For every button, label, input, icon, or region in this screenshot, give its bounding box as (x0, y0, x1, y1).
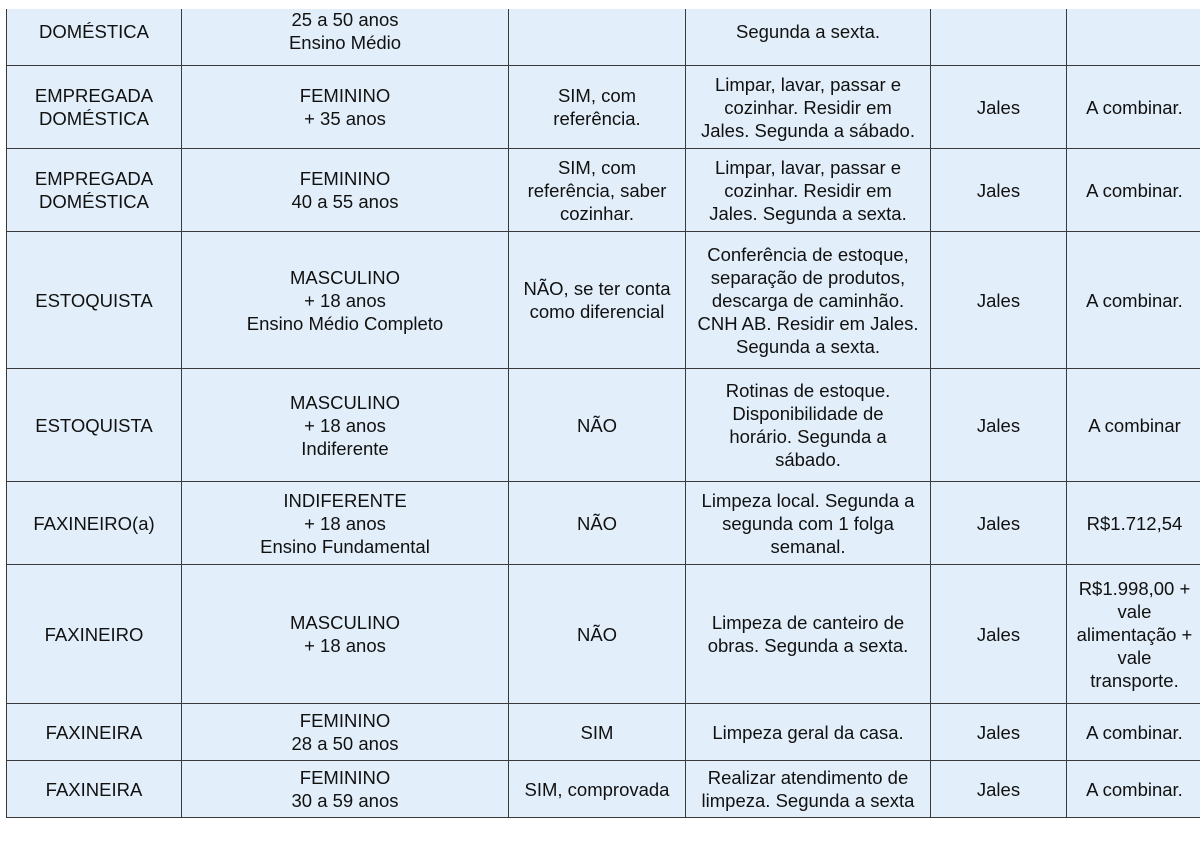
experience-cell (509, 369, 686, 482)
description-line: Jales. Segunda a sexta. (709, 202, 907, 224)
city-cell (931, 482, 1067, 565)
experience-line: NÃO (576, 512, 618, 534)
experience-cell (509, 565, 686, 704)
city-line: Jales (976, 778, 1021, 800)
description-line: Limpeza local. Segunda a (701, 489, 915, 511)
experience-cell (509, 482, 686, 565)
city-line: Jales (976, 289, 1021, 311)
description-line: Disponibilidade de (732, 403, 884, 424)
job-title-line: FAXINEIRO(a) (33, 512, 155, 534)
requirements-cell (182, 482, 509, 565)
description-cell (686, 761, 931, 818)
description-line: Limpar, lavar, passar e (714, 156, 902, 178)
job-title-cell (7, 369, 182, 482)
job-title-cell (7, 232, 182, 369)
requirements-line: Ensino Fundamental (260, 535, 430, 557)
job-title-cell (7, 9, 182, 66)
job-title-line: EMPREGADA (34, 168, 154, 189)
description-line: descarga de caminhão. (711, 289, 905, 311)
description-line: Segunda a sexta. (736, 20, 880, 42)
job-title-cell (7, 482, 182, 565)
salary-cell (1067, 704, 1200, 761)
description-cell (686, 704, 931, 761)
requirements-line: + 18 anos (304, 635, 386, 656)
job-title-cell (7, 761, 182, 818)
requirements-line: FEMININO (299, 85, 391, 106)
description-line: cozinhar. Residir em (724, 179, 892, 201)
job-title-line: ESTOQUISTA (35, 289, 153, 311)
job-title-line: FAXINEIRO (44, 623, 144, 645)
requirements-line: + 18 anos (304, 289, 386, 311)
table-row (7, 66, 1200, 149)
salary-line: R$1.998,00 + (1078, 577, 1191, 599)
city-cell (931, 232, 1067, 369)
table-row (7, 149, 1200, 232)
requirements-line: Indiferente (301, 437, 389, 459)
job-listings-sheet (6, 9, 1200, 818)
description-cell (686, 9, 931, 66)
job-title-line: DOMÉSTICA (39, 20, 149, 42)
description-line: cozinhar. Residir em (724, 96, 892, 118)
description-line: obras. Segunda a sexta. (707, 635, 909, 656)
requirements-cell (182, 66, 509, 149)
description-line: horário. Segunda a (729, 426, 887, 447)
salary-cell (1067, 149, 1200, 232)
city-line: Jales (976, 96, 1021, 118)
table-row (7, 761, 1200, 818)
description-line: Conferência de estoque, (707, 243, 909, 265)
job-title-line: EMPREGADA (34, 85, 154, 106)
requirements-cell (182, 149, 509, 232)
requirements-line: FEMININO (299, 767, 391, 788)
job-title-line: FAXINEIRA (45, 721, 143, 743)
experience-cell (509, 66, 686, 149)
experience-line: NÃO (576, 414, 618, 436)
city-line: Jales (976, 414, 1021, 436)
experience-line: referência, saber (527, 179, 667, 201)
experience-cell (509, 704, 686, 761)
requirements-line: 28 a 50 anos (291, 733, 399, 754)
experience-line: como diferencial (529, 301, 665, 322)
requirements-line: + 18 anos (304, 414, 386, 436)
city-cell (931, 565, 1067, 704)
salary-line: A combinar. (1086, 179, 1183, 201)
description-cell (686, 232, 931, 369)
table-row (7, 565, 1200, 704)
salary-cell (1067, 761, 1200, 818)
description-line: limpeza. Segunda a sexta (701, 790, 915, 811)
experience-line: SIM (580, 721, 614, 743)
requirements-line: 25 a 50 anos (291, 9, 399, 30)
experience-line: NÃO (576, 623, 618, 645)
requirements-line: + 18 anos (304, 512, 386, 534)
salary-cell (1067, 369, 1200, 482)
description-cell (686, 482, 931, 565)
city-line: Jales (976, 721, 1021, 743)
job-title-cell (7, 704, 182, 761)
requirements-line: + 35 anos (304, 108, 386, 129)
table-row (7, 704, 1200, 761)
description-cell (686, 369, 931, 482)
experience-cell (509, 149, 686, 232)
requirements-cell (182, 704, 509, 761)
requirements-line: FEMININO (299, 710, 391, 731)
city-line: Jales (976, 623, 1021, 645)
job-title-cell (7, 66, 182, 149)
salary-line: A combinar. (1086, 721, 1183, 743)
city-line: Jales (976, 179, 1021, 201)
requirements-line: MASCULINO (290, 391, 400, 413)
description-line: Limpeza geral da casa. (712, 721, 904, 743)
experience-line: SIM, comprovada (524, 778, 670, 800)
requirements-line: MASCULINO (290, 612, 400, 633)
description-line: Realizar atendimento de (707, 767, 909, 788)
salary-cell (1067, 482, 1200, 565)
description-line: separação de produtos, (710, 266, 906, 288)
description-line: Jales. Segunda a sábado. (701, 119, 915, 141)
description-line: Rotinas de estoque. (725, 380, 891, 401)
salary-line: R$1.712,54 (1086, 512, 1183, 534)
salary-line: A combinar (1088, 414, 1181, 436)
job-title-cell (7, 565, 182, 704)
experience-line: SIM, com (557, 156, 637, 178)
requirements-cell (182, 761, 509, 818)
city-cell (931, 149, 1067, 232)
job-title-line: ESTOQUISTA (35, 414, 153, 436)
requirements-line: FEMININO (299, 168, 391, 189)
salary-line: transporte. (1090, 669, 1179, 691)
salary-cell (1067, 565, 1200, 704)
requirements-cell (182, 232, 509, 369)
description-cell (686, 66, 931, 149)
city-cell (931, 704, 1067, 761)
salary-line: A combinar. (1086, 96, 1183, 118)
description-line: sábado. (775, 449, 841, 470)
experience-cell (509, 761, 686, 818)
description-cell (686, 565, 931, 704)
experience-line: cozinhar. (559, 202, 635, 224)
requirements-cell (182, 565, 509, 704)
requirements-line: Ensino Médio Completo (246, 312, 444, 334)
salary-cell (1067, 232, 1200, 369)
requirements-line: Ensino Médio (288, 32, 402, 53)
salary-line: A combinar. (1086, 778, 1183, 800)
requirements-cell (182, 9, 509, 66)
requirements-line: 40 a 55 anos (291, 191, 399, 212)
experience-line: referência. (553, 108, 641, 129)
job-title-line: FAXINEIRA (45, 778, 143, 800)
salary-cell (1067, 9, 1200, 66)
requirements-line: INDIFERENTE (283, 489, 407, 511)
job-listings-body (7, 9, 1200, 818)
job-title-line: DOMÉSTICA (39, 191, 149, 212)
description-line: Segunda a sexta. (736, 335, 880, 357)
job-title-cell (7, 149, 182, 232)
table-row (7, 232, 1200, 369)
experience-cell (509, 232, 686, 369)
requirements-cell (182, 369, 509, 482)
salary-line: A combinar. (1086, 289, 1183, 311)
salary-line: vale (1117, 600, 1152, 622)
city-line: Jales (976, 512, 1021, 534)
salary-line: vale (1117, 646, 1152, 668)
experience-cell (509, 9, 686, 66)
requirements-line: MASCULINO (290, 266, 400, 288)
city-cell (931, 9, 1067, 66)
salary-line: alimentação + (1076, 623, 1193, 645)
experience-line: NÃO, se ter conta (523, 278, 671, 299)
requirements-line: 30 a 59 anos (291, 790, 399, 811)
city-cell (931, 66, 1067, 149)
job-listings-table (6, 9, 1200, 818)
description-line: semanal. (770, 535, 846, 557)
description-line: Limpeza de canteiro de (711, 612, 905, 633)
table-row (7, 9, 1200, 66)
table-row (7, 482, 1200, 565)
table-row (7, 369, 1200, 482)
description-line: segunda com 1 folga (722, 512, 894, 534)
description-cell (686, 149, 931, 232)
description-line: CNH AB. Residir em Jales. (697, 312, 919, 334)
salary-cell (1067, 66, 1200, 149)
description-line: Limpar, lavar, passar e (714, 73, 902, 95)
experience-line: SIM, com (557, 85, 637, 106)
job-title-line: DOMÉSTICA (39, 108, 149, 129)
city-cell (931, 369, 1067, 482)
city-cell (931, 761, 1067, 818)
